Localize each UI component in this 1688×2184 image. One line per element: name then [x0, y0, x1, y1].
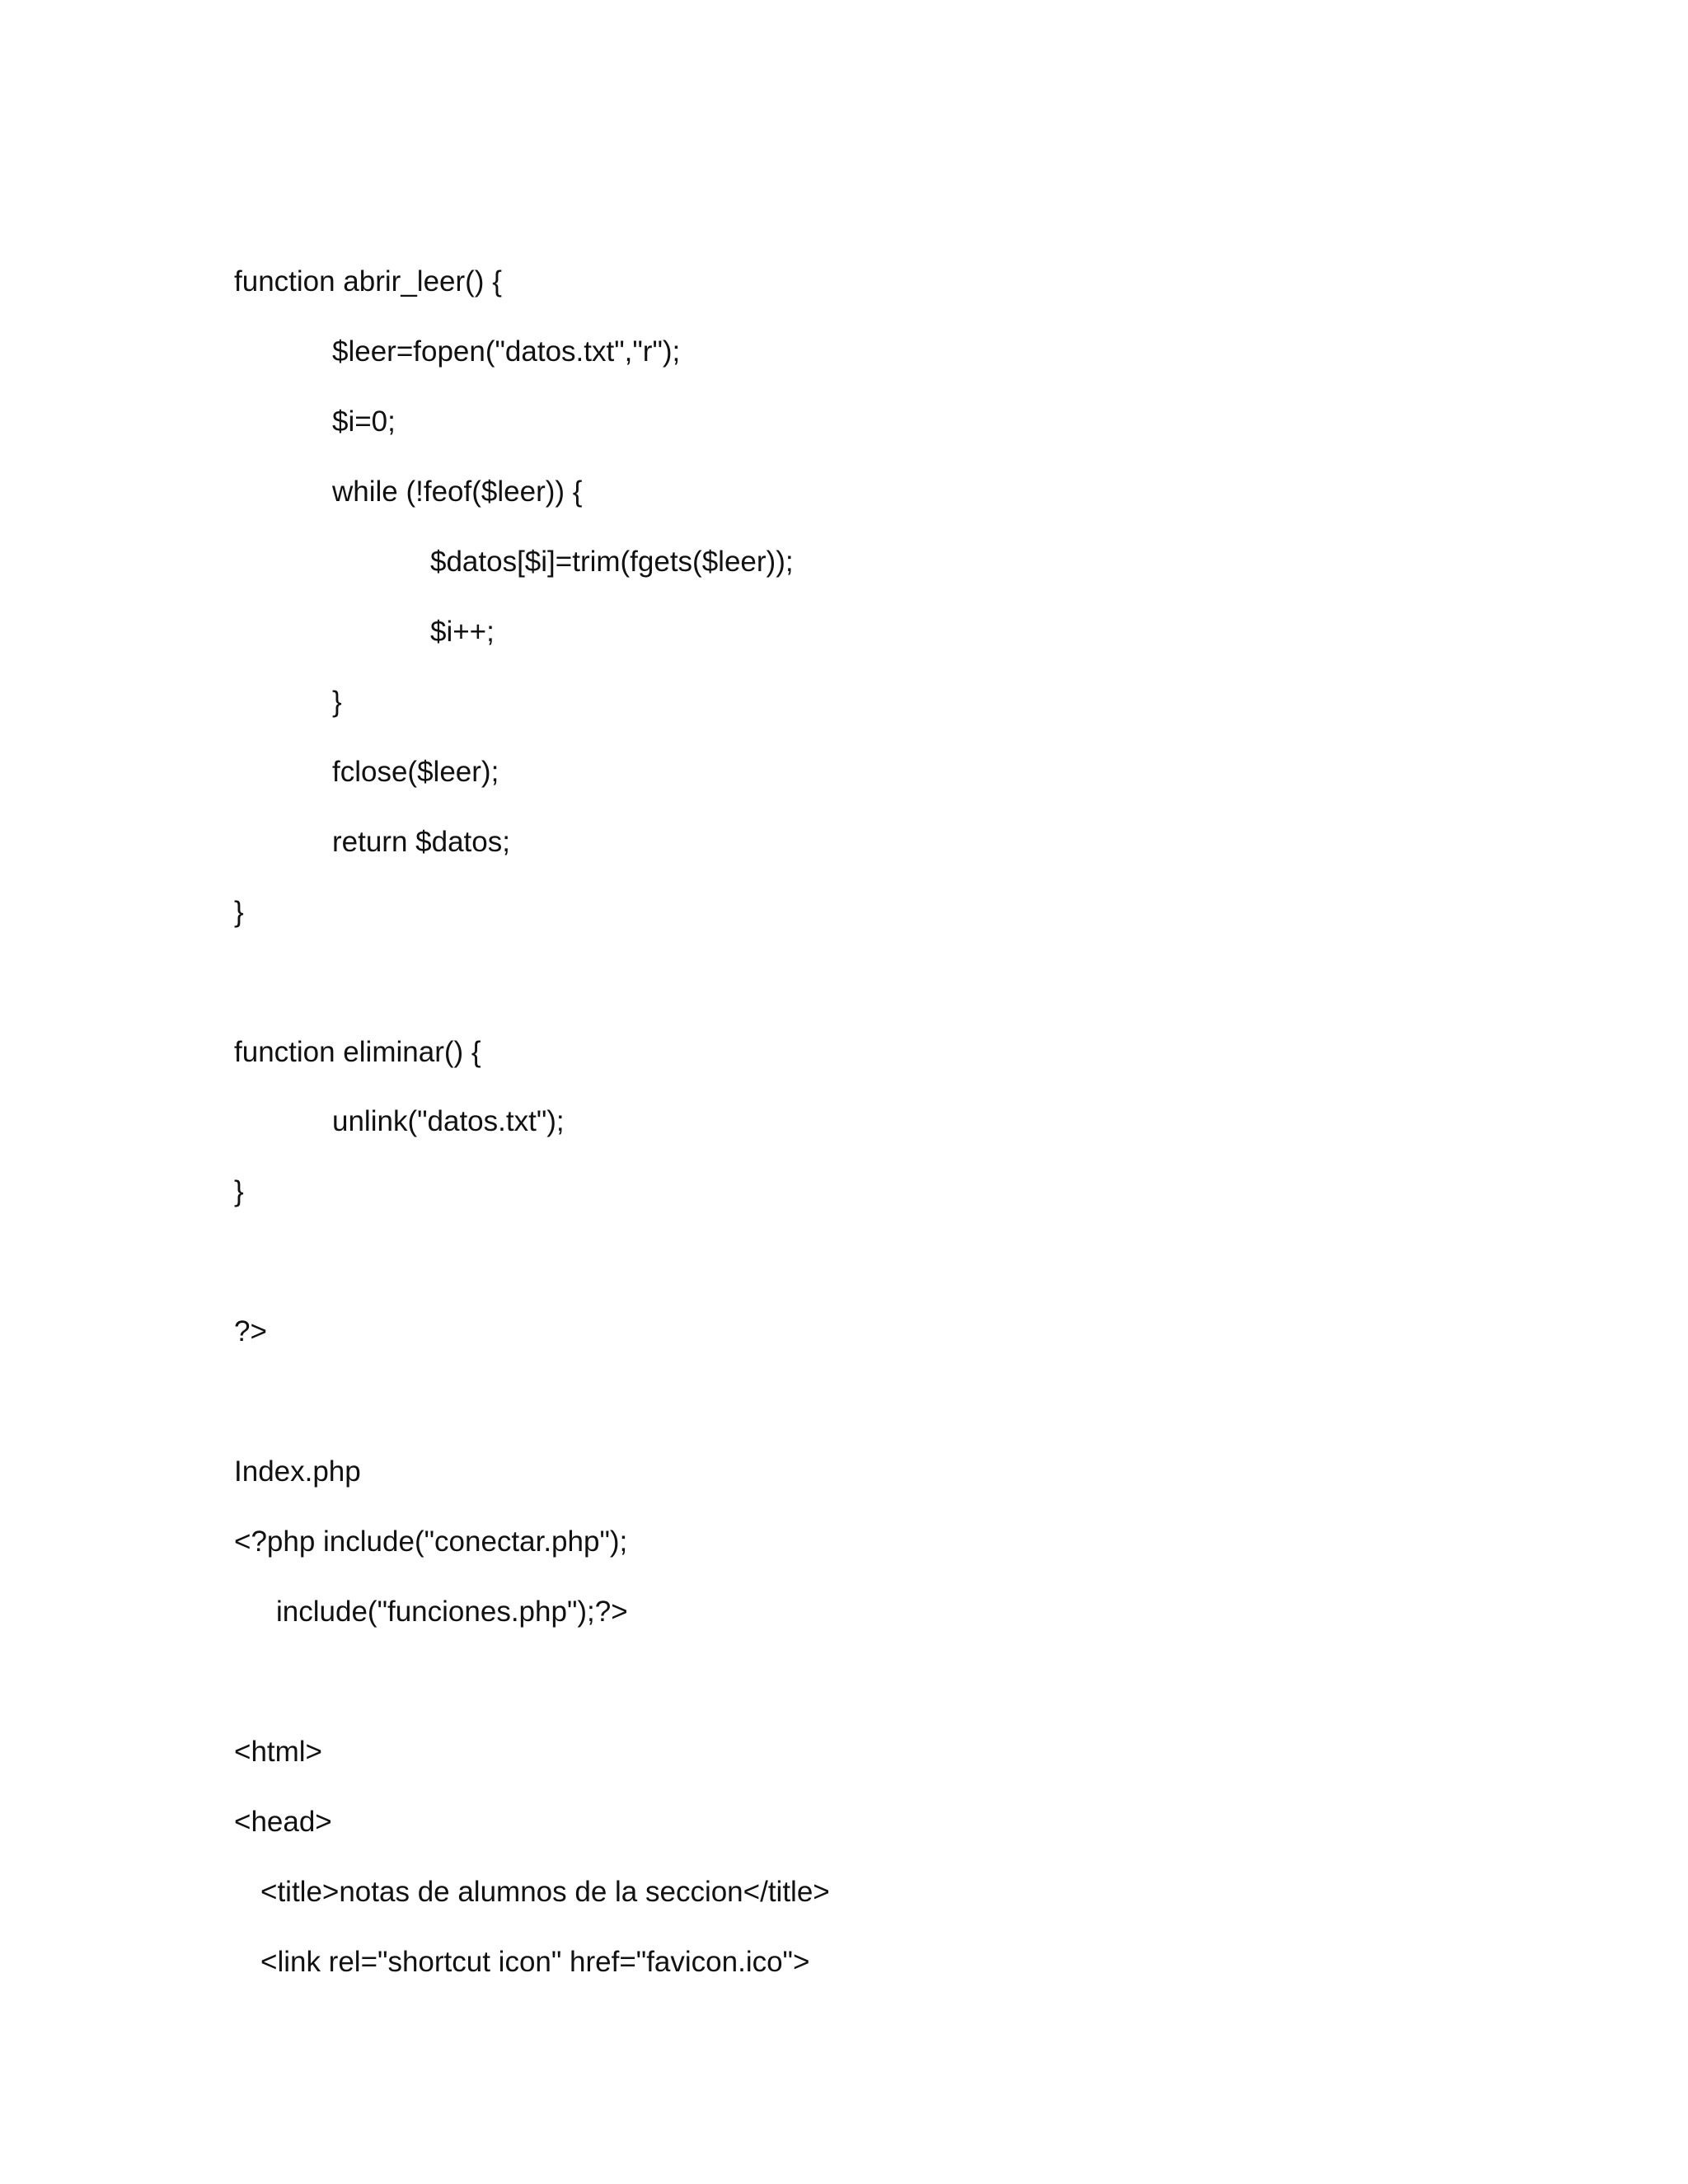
code-line-include-funciones: include("funciones.php");?>: [276, 1596, 628, 1628]
code-line-fclose: fclose($leer);: [332, 756, 499, 788]
code-line-fopen: $leer=fopen("datos.txt","r");: [332, 335, 681, 368]
code-line-close-eliminar: }: [234, 1175, 244, 1207]
code-line-title: <title>notas de alumnos de la seccion</title>: [260, 1876, 830, 1908]
code-line-fgets: $datos[$i]=trim(fgets($leer));: [430, 546, 794, 578]
code-line-function-abrir-leer: function abrir_leer() {: [234, 265, 502, 298]
code-line-close-while: }: [332, 686, 342, 718]
code-line-return: return $datos;: [332, 826, 510, 858]
code-line-php-close: ?>: [234, 1315, 267, 1347]
code-line-increment: $i++;: [430, 616, 495, 648]
code-line-html-open: <html>: [234, 1736, 322, 1768]
code-line-link-favicon: <link rel="shortcut icon" href="favicon.ico">: [260, 1946, 810, 1978]
file-heading-index-php: Index.php: [234, 1455, 361, 1488]
code-line-close-function: }: [234, 896, 244, 928]
code-line-include-conectar: <?php include("conectar.php");: [234, 1526, 628, 1558]
code-line-unlink: unlink("datos.txt");: [332, 1105, 565, 1137]
code-line-init-counter: $i=0;: [332, 405, 396, 438]
code-line-head-open: <head>: [234, 1806, 332, 1838]
code-line-while: while (!feof($leer)) {: [332, 476, 583, 508]
code-line-function-eliminar: function eliminar() {: [234, 1036, 481, 1068]
